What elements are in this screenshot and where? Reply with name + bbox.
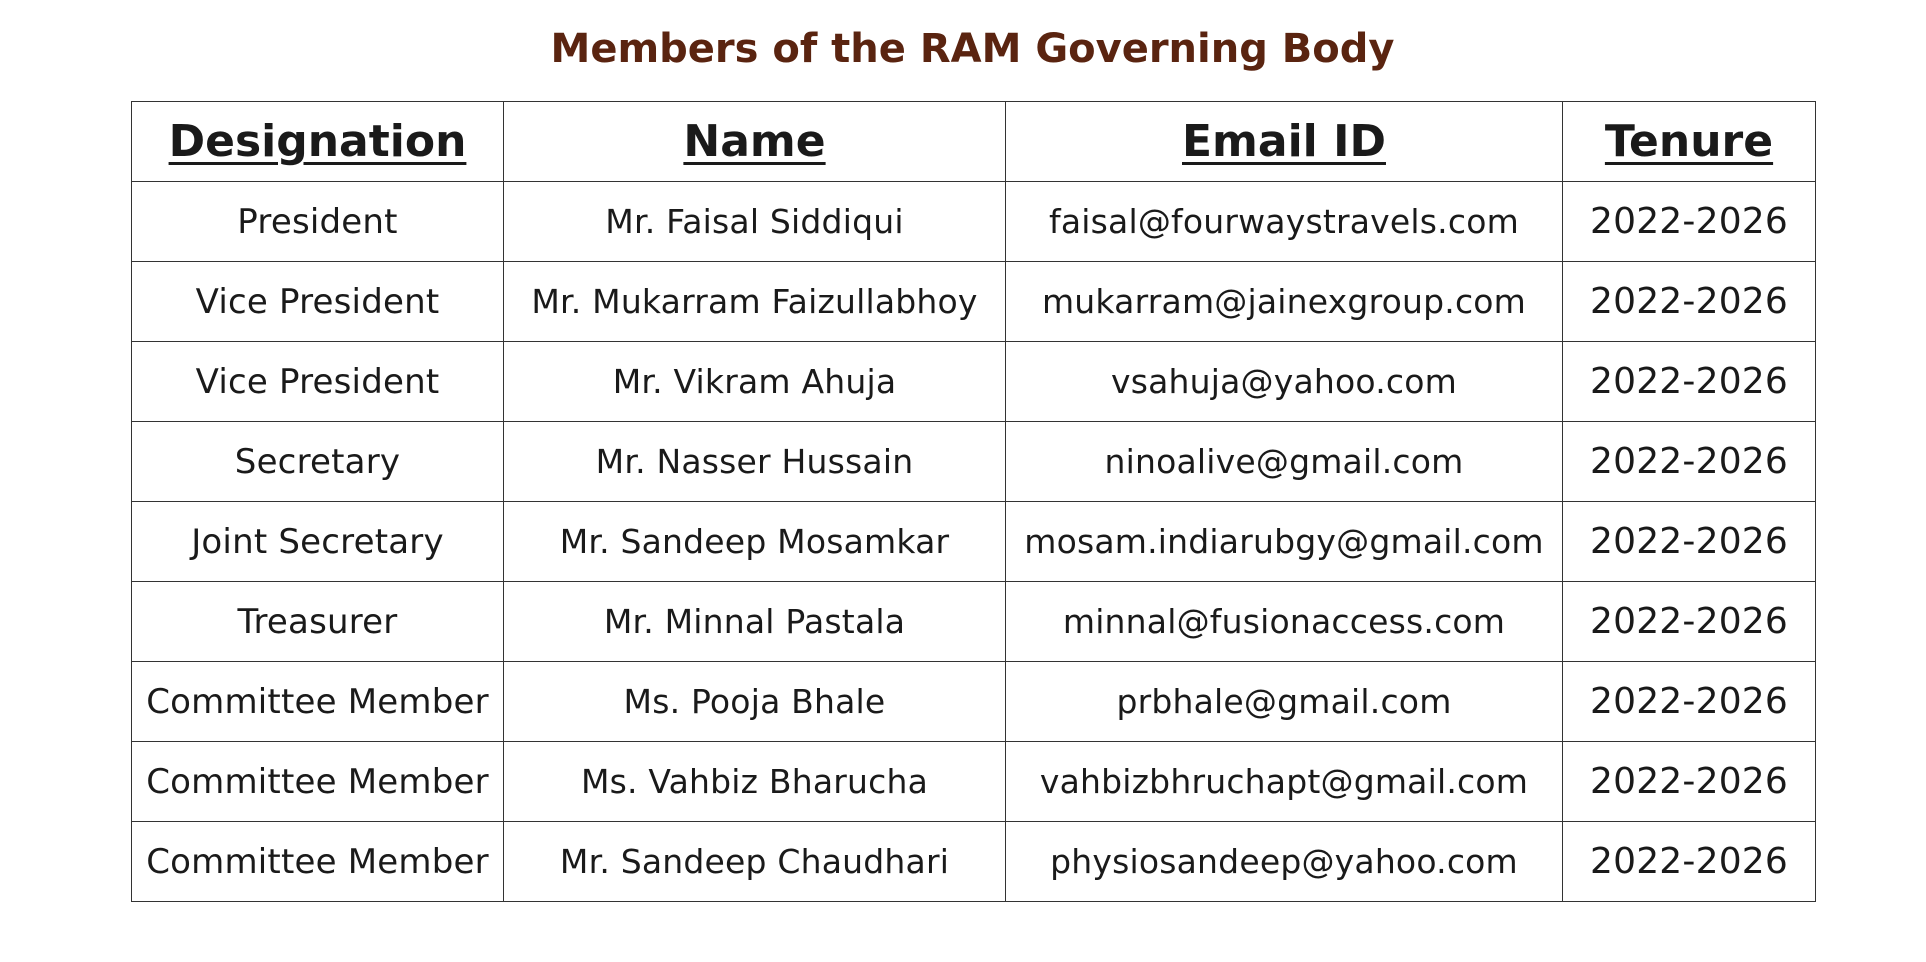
tenure-cell: 2022-2026 bbox=[1563, 662, 1816, 742]
designation-cell: Vice President bbox=[132, 262, 504, 342]
column-header-designation: Designation bbox=[132, 102, 504, 182]
designation-cell: Committee Member bbox=[132, 822, 504, 902]
email-cell[interactable]: mosam.indiarubgy@gmail.com bbox=[1006, 502, 1563, 582]
tenure-cell: 2022-2026 bbox=[1563, 182, 1816, 262]
table-row bbox=[132, 422, 1816, 502]
table-row bbox=[132, 182, 1816, 262]
tenure-cell: 2022-2026 bbox=[1563, 262, 1816, 342]
email-cell[interactable]: physiosandeep@yahoo.com bbox=[1006, 822, 1563, 902]
email-cell[interactable]: ninoalive@gmail.com bbox=[1006, 422, 1563, 502]
tenure-cell: 2022-2026 bbox=[1563, 342, 1816, 422]
table-row bbox=[132, 742, 1816, 822]
tenure-cell: 2022-2026 bbox=[1563, 582, 1816, 662]
name-cell: Mr. Nasser Hussain bbox=[504, 422, 1006, 502]
email-cell[interactable]: prbhale@gmail.com bbox=[1006, 662, 1563, 742]
email-cell[interactable]: vahbizbhruchapt@gmail.com bbox=[1006, 742, 1563, 822]
tenure-cell: 2022-2026 bbox=[1563, 822, 1816, 902]
email-cell[interactable]: mukarram@jainexgroup.com bbox=[1006, 262, 1563, 342]
column-header-email: Email ID bbox=[1006, 102, 1563, 182]
name-cell: Ms. Vahbiz Bharucha bbox=[504, 742, 1006, 822]
name-cell: Mr. Vikram Ahuja bbox=[504, 342, 1006, 422]
table-row bbox=[132, 262, 1816, 342]
members-table bbox=[131, 101, 1816, 902]
email-cell[interactable]: faisal@fourwaystravels.com bbox=[1006, 182, 1563, 262]
column-header-tenure: Tenure bbox=[1563, 102, 1816, 182]
table-row bbox=[132, 822, 1816, 902]
name-cell: Mr. Minnal Pastala bbox=[504, 582, 1006, 662]
name-cell: Ms. Pooja Bhale bbox=[504, 662, 1006, 742]
tenure-cell: 2022-2026 bbox=[1563, 742, 1816, 822]
table-header-row bbox=[132, 102, 1816, 182]
table-row bbox=[132, 502, 1816, 582]
email-cell[interactable]: minnal@fusionaccess.com bbox=[1006, 582, 1563, 662]
page-title: Members of the RAM Governing Body bbox=[550, 26, 1395, 72]
designation-cell: Vice President bbox=[132, 342, 504, 422]
email-cell[interactable]: vsahuja@yahoo.com bbox=[1006, 342, 1563, 422]
name-cell: Mr. Mukarram Faizullabhoy bbox=[504, 262, 1006, 342]
designation-cell: Committee Member bbox=[132, 742, 504, 822]
designation-cell: Committee Member bbox=[132, 662, 504, 742]
designation-cell: Secretary bbox=[132, 422, 504, 502]
table-row bbox=[132, 342, 1816, 422]
name-cell: Mr. Sandeep Chaudhari bbox=[504, 822, 1006, 902]
tenure-cell: 2022-2026 bbox=[1563, 502, 1816, 582]
name-cell: Mr. Sandeep Mosamkar bbox=[504, 502, 1006, 582]
column-header-name: Name bbox=[504, 102, 1006, 182]
designation-cell: Treasurer bbox=[132, 582, 504, 662]
designation-cell: President bbox=[132, 182, 504, 262]
tenure-cell: 2022-2026 bbox=[1563, 422, 1816, 502]
designation-cell: Joint Secretary bbox=[132, 502, 504, 582]
name-cell: Mr. Faisal Siddiqui bbox=[504, 182, 1006, 262]
table-row bbox=[132, 582, 1816, 662]
table-row bbox=[132, 662, 1816, 742]
